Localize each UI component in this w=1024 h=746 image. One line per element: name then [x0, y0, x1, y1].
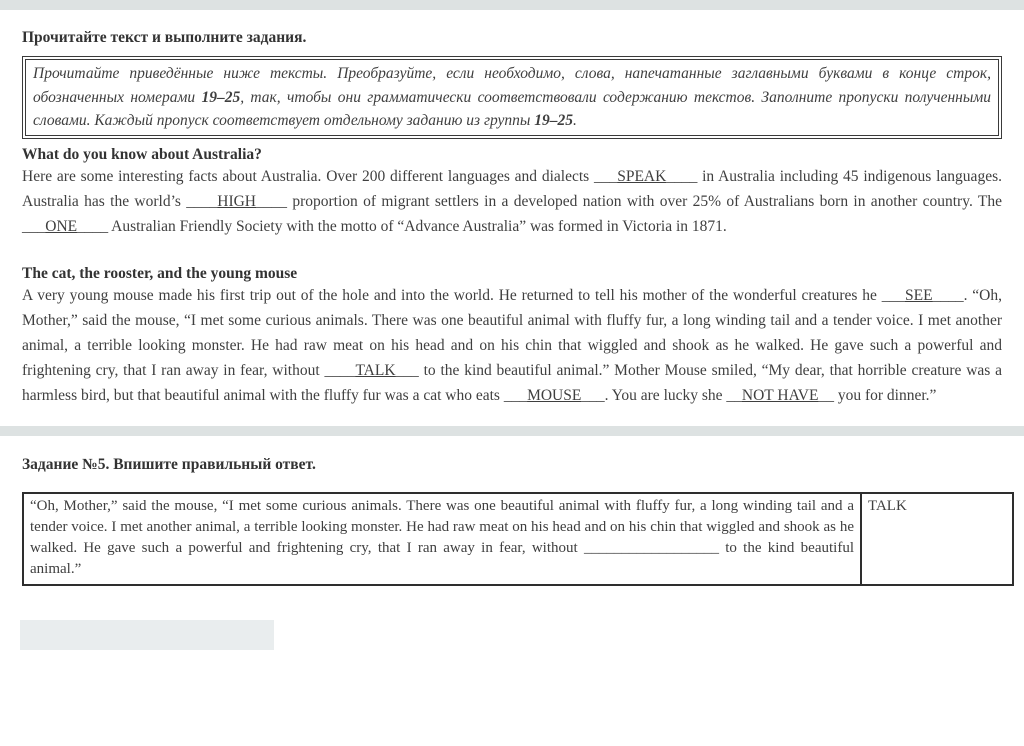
gap-line: ___: [881, 286, 905, 304]
gap-word-high: HIGH: [217, 192, 256, 210]
gap-answer-speak: [594, 168, 697, 185]
task5-quote-seg1: “Oh, Mother,” said the mouse, “I met some curious animals. There was one beautiful animal with fluffy fur, a long winding tail and a tender voice. I met another animal, a terrible looking monster. He had raw meat on his head and on his chin that wiggled and shook as he walked. He gave such a powerful and frightening cry, that I ran away in fear, without: [30, 497, 854, 556]
gap-line: ___: [593, 167, 618, 185]
fable-seg4: . You are lucky she: [604, 386, 727, 404]
gap-line: ___: [581, 386, 605, 404]
gap-answer-not-have: [726, 387, 834, 404]
reading-section: [0, 29, 1024, 408]
gap-answer-one: [22, 218, 108, 235]
top-divider-bar: [0, 0, 1024, 10]
task5-quote-cell: [23, 493, 861, 585]
instruction-text-part3: .: [573, 112, 577, 129]
task5-keyword: TALK: [868, 497, 907, 514]
gap-line: __: [818, 386, 834, 404]
australia-text-heading: What do you know about Australia?: [22, 145, 262, 163]
gap-word-see: SEE: [905, 286, 933, 304]
gap-answer-see: [882, 287, 964, 304]
section-divider-bar: [0, 426, 1024, 436]
australia-seg1: Here are some interesting facts about Australia. Over 200 different languages and dialects: [22, 167, 594, 185]
gap-word-speak: SPEAK: [617, 167, 667, 185]
instruction-range-1: 19–25: [201, 88, 241, 106]
task5-quote-seg2: to the kind beautiful animal.”: [30, 539, 854, 577]
gap-line: ____: [186, 192, 218, 210]
gap-line: ____: [324, 361, 356, 379]
instruction-text-part2: , так, чтобы они грамматически соответствовали содержанию текстов. Заполните пропуски полученными словами. Каждый пропуск соответствует отдельному заданию из группы: [33, 88, 991, 129]
fable-seg5: you for dinner.”: [833, 386, 937, 404]
gap-word-mouse: MOUSE: [527, 386, 582, 404]
answer-input[interactable]: [20, 620, 274, 650]
fable-text-heading: The cat, the rooster, and the young mouse: [22, 264, 298, 282]
section-title: Прочитайте текст и выполните задания.: [22, 29, 307, 46]
australia-paragraph: [22, 164, 1002, 239]
task5-heading: Задание №5. Впишите правильный ответ.: [22, 455, 316, 473]
table-row: [23, 493, 1013, 585]
task5-keyword-cell: [861, 493, 1013, 585]
fable-seg2: . “Oh, Mother,” said the mouse, “I met some curious animals. There was one beautiful animal with fluffy fur, a long winding tail and a tender voice. I met another animal, a terrible looking monster. He had raw meat on his head and on his chin that wiggled and shook as he walked. He gave such a powerful and frightening cry, that I ran away in fear, without: [22, 286, 1002, 379]
task5-section: [0, 456, 1024, 650]
gap-line: ___: [22, 217, 46, 235]
fable-paragraph: [22, 283, 1002, 408]
instruction-range-2: 19–25: [534, 112, 574, 129]
gap-word-talk: TALK: [355, 361, 396, 379]
gap-line: ___: [503, 386, 528, 404]
fable-seg3: to the kind beautiful animal.” Mother Mouse smiled, “My dear, that horrible creature was a harmless bird, but that beautiful animal with the fluffy fur was a cat who eats: [22, 361, 1002, 404]
gap-answer-mouse: [504, 387, 605, 404]
gap-line: ____: [256, 192, 287, 210]
gap-line: __: [726, 386, 742, 404]
instruction-text-part1: Прочитайте приведённые ниже тексты. Преобразуйте, если необходимо, слова, напечатанные заглавными буквами в конце строк, обозначенных номерами: [33, 65, 991, 106]
australia-seg3: proportion of migrant settlers in a developed nation with over 25% of Australians born in another country. The: [287, 192, 1002, 210]
task5-table: [22, 492, 1014, 586]
gap-word-not-have: NOT HAVE: [741, 386, 819, 404]
instruction-box: [22, 56, 1002, 139]
gap-line: ____: [932, 286, 964, 304]
australia-seg2: in Australia including 45 indigenous languages. Australia has the world’s: [22, 167, 1002, 210]
task5-blank-line: __________________: [583, 539, 719, 556]
gap-answer-talk: [324, 362, 418, 379]
gap-word-one: ONE: [45, 217, 78, 235]
gap-answer-high: [186, 193, 287, 210]
gap-line: ____: [77, 217, 109, 235]
gap-line: ____: [666, 167, 698, 185]
australia-seg4: Australian Friendly Society with the motto of “Advance Australia” was formed in Victoria in 1871.: [108, 217, 727, 235]
fable-seg1: A very young mouse made his first trip out of the hole and into the world. He returned to tell his mother of the wonderful creatures he: [22, 286, 882, 304]
gap-line: ___: [395, 361, 419, 379]
